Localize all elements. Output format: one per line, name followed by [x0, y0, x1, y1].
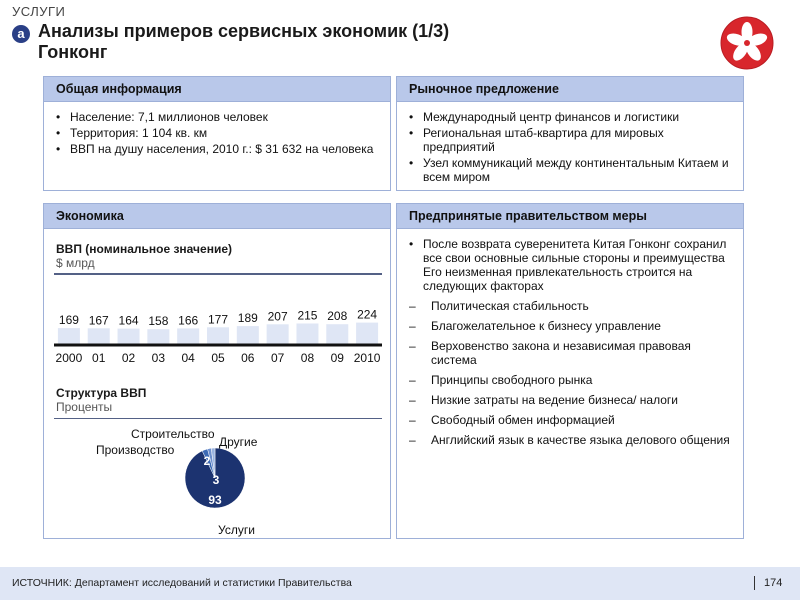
- gdp-x-tick-label: 2000: [55, 351, 83, 365]
- gdp-bar-value-label: 158: [148, 314, 169, 329]
- gdp-structure-unit: Проценты: [56, 400, 113, 414]
- gdp-x-tick-label: 2010: [353, 351, 381, 365]
- gdp-bar-value-label: 224: [357, 307, 378, 322]
- gdp-x-tick-label: 02: [121, 351, 136, 365]
- footer-divider: [754, 576, 755, 590]
- list-item: • ВВП на душу населения, 2010 г.: $ 31 632 на человека: [54, 142, 382, 156]
- list-item: • Региональная штаб-квартира для мировых предприятий: [407, 126, 735, 154]
- gdp-bar-value-label: 164: [118, 313, 139, 328]
- gdp-bar-value-label: 208: [327, 309, 348, 324]
- section-badge: a: [12, 25, 30, 43]
- pie-value-label: 93: [208, 493, 222, 507]
- gdp-bar: [58, 328, 80, 345]
- gdp-x-tick-label: 01: [92, 351, 106, 365]
- factor-item: – Политическая стабильность: [407, 299, 735, 313]
- gdp-bar: [237, 326, 259, 345]
- gdp-bar-value-label: 215: [297, 308, 318, 323]
- gdp-chart-unit: $ млрд: [56, 256, 95, 270]
- page-title-line1: Анализы примеров сервисных экономик (1/3): [38, 21, 450, 41]
- pie-value-label: 2: [210, 435, 218, 449]
- gdp-structure-pie-chart: [44, 418, 390, 538]
- gdp-x-tick-label: 09: [330, 351, 344, 365]
- panel-market-offer-title: Рыночное предложение: [397, 77, 743, 102]
- pie-category-label: Услуги: [218, 523, 255, 537]
- factor-item: – Благожелательное к бизнесу управление: [407, 319, 735, 333]
- list-item: • Территория: 1 104 кв. км: [54, 126, 382, 140]
- panel-government-measures-title: Предпринятые правительством меры: [397, 204, 743, 229]
- gdp-bar: [267, 324, 289, 345]
- gdp-bar: [207, 327, 229, 345]
- gdp-bar: [177, 328, 199, 345]
- factors-list: [407, 299, 735, 447]
- gdp-x-tick-label: 07: [270, 351, 285, 365]
- gdp-bar-value-label: 167: [88, 313, 109, 328]
- gdp-chart-title: ВВП (номинальное значение): [56, 242, 232, 256]
- gdp-bar: [296, 324, 318, 346]
- gdp-bar-value-label: 166: [178, 313, 199, 328]
- gdp-x-tick-label: 04: [181, 351, 195, 365]
- pie-category-label: Другие: [219, 435, 258, 449]
- panel-economy-title: Экономика: [44, 204, 390, 229]
- list-item: • Население: 7,1 миллионов человек: [54, 110, 382, 124]
- pie-value-label: 2: [203, 454, 211, 468]
- gdp-bar-value-label: 177: [207, 312, 229, 327]
- pie-value-label: 3: [212, 473, 220, 487]
- page-title: [38, 21, 449, 63]
- panel-general-info-title: Общая информация: [44, 77, 390, 102]
- panel-government-measures: [396, 203, 744, 539]
- gdp-x-tick-label: 05: [211, 351, 225, 365]
- footer: [0, 567, 800, 600]
- gdp-bar-value-label: 169: [58, 313, 79, 328]
- gdp-bar-value-label: 207: [267, 309, 288, 324]
- panel-market-offer: [396, 76, 744, 191]
- gdp-bar-value-label: 189: [237, 311, 258, 326]
- footer-source: ИСТОЧНИК: Департамент исследований и статистики Правительства: [12, 577, 352, 589]
- pie-category-label: Строительство: [131, 427, 215, 441]
- factor-item: – Низкие затраты на ведение бизнеса/ налоги: [407, 393, 735, 407]
- list-item: • Международный центр финансов и логистики: [407, 110, 735, 124]
- gdp-x-tick-label: 08: [300, 351, 315, 365]
- pie-category-label: Производство: [96, 443, 175, 457]
- gdp-bar: [88, 328, 110, 345]
- government-intro: • После возврата суверенитета Китая Гонконг сохранил все свои основные сильные стороны и преимущества Его неизменная привлекательность строится на следующих факторах: [407, 237, 735, 293]
- page-number: 174: [764, 577, 783, 589]
- gdp-x-tick-label: 06: [241, 351, 255, 365]
- list-item: • Узел коммуникаций между континентальным Китаем и всем миром: [407, 156, 735, 184]
- gdp-bar-chart: [44, 270, 390, 374]
- gdp-bar: [118, 329, 140, 345]
- market-offer-list: [407, 110, 735, 184]
- panel-economy: [43, 203, 391, 539]
- factor-item: – Верховенство закона и независимая правовая система: [407, 339, 735, 367]
- gdp-bar: [326, 324, 348, 345]
- gdp-bar: [147, 329, 169, 345]
- panel-general-info: [43, 76, 391, 191]
- gdp-x-tick-label: 03: [151, 351, 166, 365]
- factor-item: – Свободный обмен информацией: [407, 413, 735, 427]
- gdp-bar: [356, 323, 378, 345]
- gdp-structure-title: Структура ВВП: [56, 386, 147, 400]
- general-info-list: [54, 110, 382, 156]
- government-measures-list: [407, 237, 735, 293]
- factor-item: – Принципы свободного рынка: [407, 373, 735, 387]
- page-title-line2: Гонконг: [38, 42, 108, 62]
- hong-kong-flag-icon: [720, 16, 774, 70]
- factor-item: – Английский язык в качестве языка делового общения: [407, 433, 735, 447]
- section-tag: УСЛУГИ: [12, 4, 66, 19]
